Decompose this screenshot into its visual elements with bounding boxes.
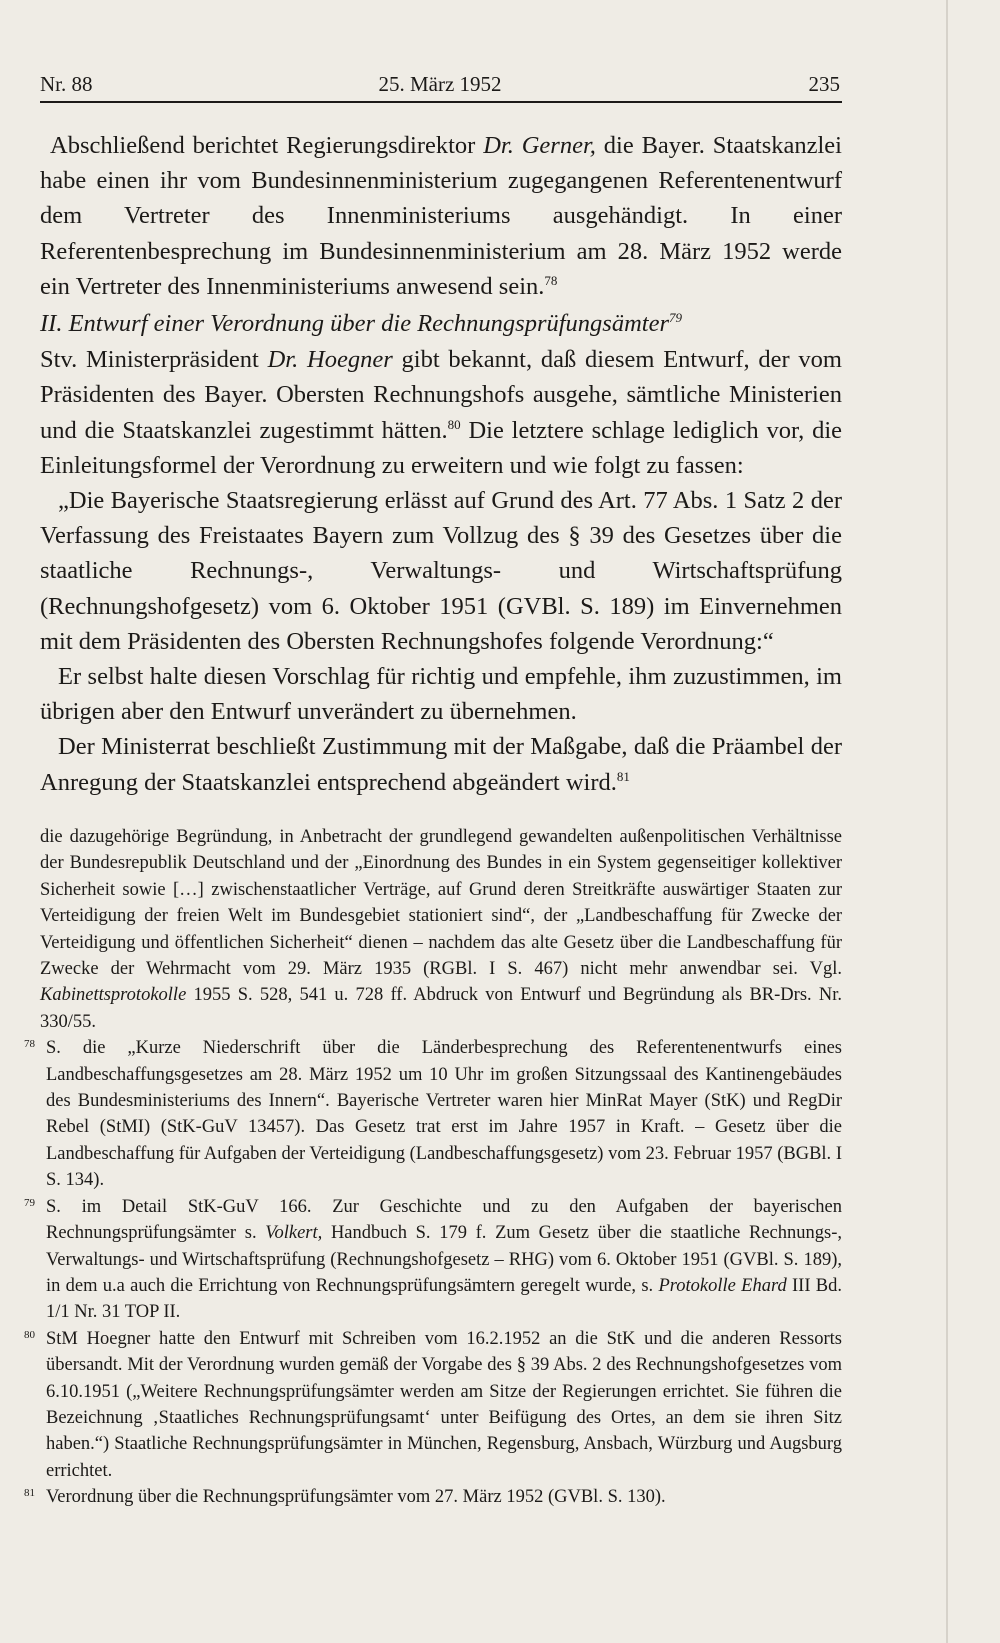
footnote-78: 78 S. die „Kurze Niederschrift über die Länderbesprechung des Referentenentwurfs eines Landbeschaffungsgesetzes am 28. März 1952 um 10 Uhr im großen Sitzungssaal des Kantinengebäudes des Bundesministeriums des Innern“. Bayerische Vertreter waren hier MinRat Mayer (StK) und RegDir Rebel (StMI) (StK-GuV 13457). Das Gesetz trat erst im Jahre 1957 in Kraft. – Gesetz über die Landbeschaffung für Aufgaben der Verteidigung (Landbeschaffungsgesetz) vom 23. Februar 1957 (BGBl. I S. 134). — [40, 1035, 842, 1193]
document-number: Nr. 88 — [40, 72, 93, 96]
footnote-ref-81: 81 — [616, 768, 630, 784]
person-name: Dr. Gerner, — [483, 132, 596, 159]
section-heading: II. Entwurf einer Verordnung über die Rechnungsprüfungsämter$^{79}$ — [40, 310, 682, 338]
footnote-ref-78: 78 — [544, 272, 558, 288]
paragraph-gerner-report: Abschließend berichtet Regierungsdirektor Dr. Gerner, die Bayer. Staatskanzlei habe einen ihr vom Bundesinnenministerium zugegangenen Referentenentwurf dem Vertreter des Innenministeriums ausgehändigt. In einer Referentenbesprechung im Bundesinnenministerium am 28. März 1952 werde ein Vertreter des Innenministeriums anwesend sein.$^{78}$ — [40, 132, 842, 300]
main-text — [40, 128, 842, 800]
footnote-ref-79: 79 — [669, 310, 682, 326]
quoted-preamble: „Die Bayerische Staatsregierung erlässt auf Grund des Art. 77 Abs. 1 Satz 2 der Verfassung des Freistaates Bayern zum Vollzug des § 39 des Gesetzes über die staatliche Rechnungs-, Verwaltungs- und Wirtschaftsprüfung (Rechnungshofgesetz) vom 6. Oktober 1951 (GVBl. S. 189) im Einvernehmen mit dem Präsidenten des Obersten Rechnungshofes folgende Verordnung:“ — [40, 487, 842, 655]
footnote-number: 80 — [24, 1328, 35, 1341]
footnote-ref-80: 80 — [447, 416, 461, 432]
footnote-continuation: die dazugehörige Begründung, in Anbetracht der grundlegend gewandelten außenpolitischen Verhältnisse der Bundesrepublik Deutschland und der „Einordnung des Bundes in ein System gegenseitiger kollektiver Sicherheit sowie […] zwischenstaatlicher Verträge, auf Grund deren Streitkräfte auswärtiger Staaten zur Verteidigung der freien Welt im Bundesgebiet stationiert sind“, der „Landbeschaffung für Zwecke der Verteidigung und öffentlichen Sicherheit“ dienen – nachdem das alte Gesetz über die Landbeschaffung für Zwecke der Wehrmacht vom 29. März 1935 (RGBl. I S. 467) nicht mehr anwendbar sei. Vgl. Kabinettsprotokolle 1955 S. 528, 541 u. 728 ff. Abdruck von Entwurf und Begründung als BR-Drs. Nr. 330/55. — [40, 827, 842, 1032]
header-rule — [40, 101, 842, 103]
footnotes — [24, 824, 842, 1511]
footnote-number: 79 — [24, 1196, 35, 1209]
paragraph-decision: Der Ministerrat beschließt Zustimmung mit der Maßgabe, daß die Präambel der Anregung der Staatskanzlei entsprechend abgeändert wird.$^{81}$ — [40, 733, 842, 796]
footnote-79: 79 S. im Detail StK-GuV 166. Zur Geschichte und zu den Aufgaben der bayerischen Rechnungsprüfungsämter s. Volkert, Handbuch S. 179 f. Zum Gesetz über die staatliche Rechnungs-, Verwaltungs- und Wirtschaftsprüfung (Rechnungshofgesetz – RHG) vom 6. Oktober 1951 (GVBl. S. 189), in dem u.a auch die Errichtung von Rechnungsprüfungsämtern geregelt wurde, s. Protokolle Ehard III Bd. 1/1 Nr. 31 TOP II. — [40, 1194, 842, 1326]
page-edge-line — [946, 0, 948, 1643]
header-date: 25. März 1952 — [378, 72, 502, 96]
footnote-80: 80 StM Hoegner hatte den Entwurf mit Schreiben vom 16.2.1952 an die StK und die anderen Ressorts übersandt. Mit der Verordnung wurden gemäß der Vorgabe des § 39 Abs. 2 des Rechnungshofgesetzes vom 6.10.1951 („Weitere Rechnungsprüfungsämter werden am Sitze der Regierungen errichtet. Sie führen die Bezeichnung ‚Staatliches Rechnungsprüfungsamt‘ unter Beifügung des Ortes, an dem sie ihren Sitz haben.“) Staatliche Rechnungsprüfungsämter in München, Regensburg, Ansbach, Würzburg und Augsburg errichtet. — [40, 1326, 842, 1484]
paragraph-recommendation: Er selbst halte diesen Vorschlag für richtig und empfehle, ihm zuzustimmen, im übrigen aber den Entwurf unverändert zu übernehmen. — [40, 663, 842, 726]
footnote-81: 81 Verordnung über die Rechnungsprüfungsämter vom 27. März 1952 (GVBl. S. 130). — [40, 1484, 842, 1510]
paragraph-hoegner: Stv. Ministerpräsident Dr. Hoegner gibt bekannt, daß diesem Entwurf, der vom Präsidenten des Bayer. Obersten Rechnungshofs ausgehe, sämtliche Ministerien und die Staatskanzlei zugestimmt hätten.$^{80}$ Die letztere schlage lediglich vor, die Einleitungsformel der Verordnung zu erweitern und wie folgt zu fassen: — [40, 346, 843, 479]
footnote-number: 78 — [24, 1038, 35, 1051]
page-header — [40, 66, 840, 100]
person-name: Dr. Hoegner — [267, 346, 393, 374]
footnote-number: 81 — [24, 1487, 35, 1500]
page-number: 235 — [808, 72, 840, 96]
